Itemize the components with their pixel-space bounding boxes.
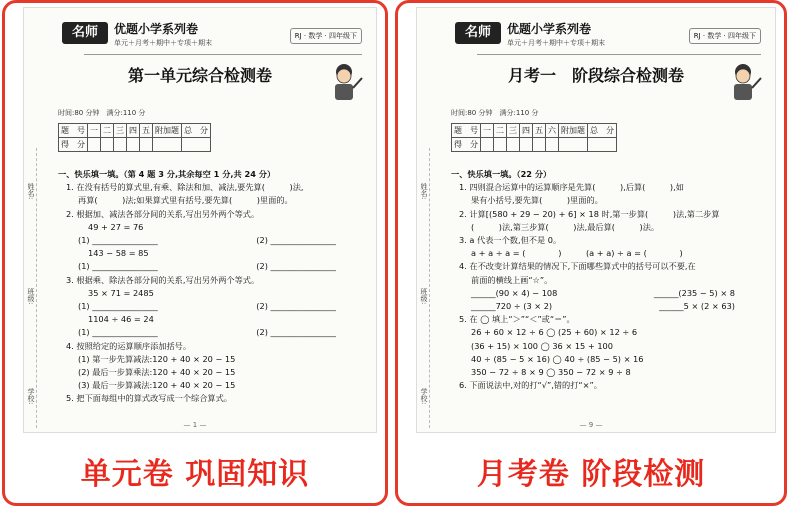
score-table (451, 123, 617, 152)
question-line: a + a ÷ a = ( ) (a + a) ÷ a = ( ) (471, 248, 683, 259)
title-divider (477, 54, 761, 55)
score-header-cell: 题 号 (59, 124, 88, 138)
side-label-class: 班级: (420, 288, 428, 305)
question-line: 3. a 代表一个数,但不是 0。 (459, 235, 562, 246)
answer-blank-line[interactable]: (1) ________________ (78, 261, 158, 272)
answer-blank-line[interactable]: (1) ________________ (78, 301, 158, 312)
answer-blank-line[interactable]: (2) ________________ (256, 235, 336, 246)
binding-line (36, 148, 37, 428)
answer-blank-line[interactable]: (1) ________________ (78, 327, 158, 338)
mascot-icon (324, 60, 364, 106)
exam-title: 第一单元综合检测卷 (127, 66, 272, 85)
score-cell[interactable] (127, 138, 140, 152)
question-answer-row (58, 300, 366, 313)
series-subtitle: 单元＋月考＋期中＋专项＋期末 (507, 39, 605, 47)
question-line: 果有小括号,要先算( )里面的。 (471, 195, 603, 206)
answer-blank-line[interactable]: (2) ________________ (256, 261, 336, 272)
score-cell[interactable] (481, 138, 494, 152)
score-header-cell: 二 (494, 124, 507, 138)
score-header-cell: 附加题 (559, 124, 588, 138)
question-content (58, 168, 366, 406)
exam-paper (23, 7, 377, 433)
score-header-cell: 附加题 (153, 124, 182, 138)
question-line: ( )法,第三步算( )法,最后算( )法。 (471, 221, 660, 232)
answer-blank-line[interactable]: ______(90 × 4) − 108 (471, 287, 558, 298)
question-line: (3) 最后一步算减法:120 + 40 × 20 − 15 (78, 380, 236, 391)
page-number: — 9 — (579, 421, 603, 429)
score-cell[interactable] (507, 138, 520, 152)
answer-blank-line[interactable]: ______(235 − 5) × 8 (653, 287, 735, 298)
question-line: 1104 ÷ 46 = 24 (88, 314, 154, 325)
score-table (58, 123, 211, 152)
question-answer-row (58, 234, 366, 247)
score-cell[interactable] (140, 138, 153, 152)
score-cell[interactable] (88, 138, 101, 152)
question-line: (1) 第一步先算减法:120 + 40 × 20 − 15 (78, 353, 236, 364)
score-header-cell: 一 (481, 124, 494, 138)
question-line: 49 + 27 = 76 (88, 221, 144, 232)
answer-blank-line[interactable]: ______720 ÷ (3 × 2) (471, 301, 553, 312)
question-line: (36 + 15) × 100 ◯ 36 × 15 + 100 (471, 340, 613, 351)
promo-banner: 单元卷 巩固知识 (80, 457, 310, 492)
binding-line (429, 148, 430, 428)
question-line: 2. 根据加、减法各部分间的关系,写出另外两个等式。 (66, 208, 260, 219)
answer-blank-line[interactable]: (2) ________________ (256, 327, 336, 338)
side-label-school: 学校: (27, 388, 35, 405)
score-header-cell: 三 (114, 124, 127, 138)
score-cell[interactable] (153, 138, 182, 152)
question-answer-row (451, 287, 765, 300)
score-cell[interactable] (101, 138, 114, 152)
question-line: 前面的横线上画“☆”。 (471, 274, 553, 285)
score-header-cell: 总 分 (588, 124, 617, 138)
score-cell[interactable] (494, 138, 507, 152)
grade-badge: RJ · 数学 · 四年级下 (290, 28, 362, 44)
page-number: — 1 — (183, 421, 207, 429)
score-header-cell: 总 分 (182, 124, 211, 138)
score-header-cell: 六 (546, 124, 559, 138)
question-line: 143 − 58 = 85 (88, 248, 149, 259)
score-header-cell: 三 (507, 124, 520, 138)
question-line: 350 − 72 ÷ 8 × 9 ◯ 350 − 72 × 9 ÷ 8 (471, 367, 631, 378)
question-line: 2. 计算[(580 + 29 − 20) + 6] × 18 时,第一步算( )法,第二步算 (459, 208, 720, 219)
left-panel (2, 0, 388, 506)
score-row-label: 得 分 (59, 138, 88, 152)
series-title: 优题小学系列卷 (114, 22, 199, 36)
score-header-cell: 二 (101, 124, 114, 138)
question-line: 40 ÷ (85 − 5 × 16) ◯ 40 ÷ (85 − 5) × 16 (471, 353, 644, 364)
question-line: 4. 在不改变计算结果的情况下,下面哪些算式中的括号可以不要,在 (459, 261, 696, 272)
brand-logo: 名师 (455, 22, 501, 44)
score-row-label: 得 分 (452, 138, 481, 152)
answer-blank-line[interactable]: (1) ________________ (78, 235, 158, 246)
title-divider (84, 54, 362, 55)
score-header-cell: 五 (140, 124, 153, 138)
question-answer-row (58, 326, 366, 339)
question-line: 35 × 71 = 2485 (88, 287, 154, 298)
side-label-class: 班级: (27, 288, 35, 305)
time-info: 时间:80 分钟 满分:110 分 (58, 109, 146, 117)
side-label-name: 姓名: (27, 183, 35, 200)
question-content (451, 168, 765, 392)
question-line: (2) 最后一步算乘法:120 + 40 × 20 − 15 (78, 367, 236, 378)
question-answer-row (58, 260, 366, 273)
score-header-cell: 四 (127, 124, 140, 138)
question-line: 再算( )法;如果算式里有括号,要先算( )里面的。 (78, 195, 293, 206)
score-header-cell: 一 (88, 124, 101, 138)
side-label-name: 姓名: (420, 183, 428, 200)
score-cell[interactable] (182, 138, 211, 152)
mascot-icon (723, 60, 763, 106)
score-header-cell: 题 号 (452, 124, 481, 138)
score-header-cell: 四 (520, 124, 533, 138)
section-heading: 一、快乐填一填。（22 分） (451, 169, 552, 179)
promo-banner: 月考卷 阶段检测 (476, 457, 706, 492)
question-line: 4. 按照给定的运算顺序添加括号。 (66, 340, 192, 351)
question-line: 26 + 60 × 12 ÷ 6 ◯ (25 + 60) × 12 ÷ 6 (471, 327, 638, 338)
series-title: 优题小学系列卷 (507, 22, 592, 36)
question-line: 5. 在 ◯ 填上“＞”“＜”或“＝”。 (459, 314, 575, 325)
exam-title: 月考一 阶段综合检测卷 (507, 66, 684, 85)
question-line: 3. 根据乘、除法各部分间的关系,写出另外两个等式。 (66, 274, 260, 285)
right-panel (395, 0, 787, 506)
question-line: 5. 把下面每组中的算式改写成一个综合算式。 (66, 393, 232, 404)
score-cell[interactable] (533, 138, 546, 152)
score-cell[interactable] (520, 138, 533, 152)
side-label-school: 学校: (420, 388, 428, 405)
question-line: 6. 下面说法中,对的打“√”,错的打“×”。 (459, 380, 602, 391)
brand-logo: 名师 (62, 22, 108, 44)
score-cell[interactable] (114, 138, 127, 152)
question-answer-row (451, 300, 765, 313)
score-header-cell: 五 (533, 124, 546, 138)
section-heading: 一、快乐填一填。（第 4 题 3 分,其余每空 1 分,共 24 分） (58, 169, 276, 179)
series-subtitle: 单元＋月考＋期中＋专项＋期末 (114, 39, 212, 47)
question-line: 1. 在没有括号的算式里,有乘、除法和加、减法,要先算( )法, (66, 182, 304, 193)
time-info: 时间:80 分钟 满分:110 分 (451, 109, 539, 117)
grade-badge: RJ · 数学 · 四年级下 (689, 28, 761, 44)
answer-blank-line[interactable]: (2) ________________ (256, 301, 336, 312)
answer-blank-line[interactable]: ______5 × (2 × 63) (659, 301, 735, 312)
question-line: 1. 四则混合运算中的运算顺序是先算( ),后算( ),如 (459, 182, 684, 193)
score-cell[interactable] (559, 138, 588, 152)
exam-paper (416, 7, 776, 433)
score-cell[interactable] (546, 138, 559, 152)
score-cell[interactable] (588, 138, 617, 152)
